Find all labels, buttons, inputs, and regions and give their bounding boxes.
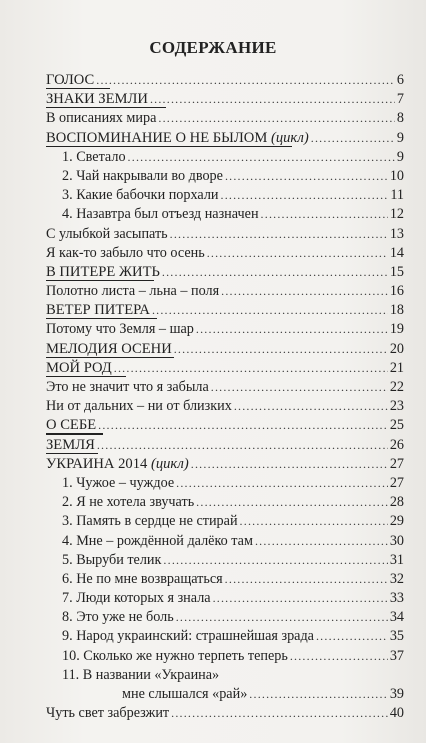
- toc-row: [46, 282, 404, 301]
- toc-page-number: 13: [389, 225, 404, 242]
- toc-row: [46, 685, 404, 704]
- leader-dots: [249, 685, 388, 704]
- toc-entry-title: С улыбкой засыпать: [46, 225, 168, 242]
- toc-row: [46, 608, 404, 627]
- toc-entry-title: Ни от дальних – ни от близких: [46, 398, 232, 415]
- toc-page-number: 35: [389, 628, 404, 645]
- toc-row: [46, 589, 404, 608]
- leader-dots: [316, 627, 388, 646]
- toc-entry-title: 8. Это уже не боль: [62, 609, 174, 626]
- toc-entry-title: Полотно листа – льна – поля: [46, 283, 220, 300]
- toc-row: [46, 493, 404, 512]
- toc-row: [46, 397, 404, 416]
- toc-row: [46, 90, 404, 109]
- toc-entry-title: ЗНАКИ ЗЕМЛИ: [46, 91, 148, 108]
- toc-row: [46, 455, 404, 474]
- toc-page-number: 23: [389, 398, 404, 415]
- underline: [46, 88, 110, 89]
- toc-row: [46, 225, 404, 244]
- leader-dots: [191, 455, 388, 474]
- toc-page-number: 22: [389, 379, 404, 395]
- underline: [46, 146, 292, 147]
- toc-row: [46, 205, 404, 224]
- toc-row: [46, 340, 404, 359]
- toc-page-number: 9: [396, 129, 404, 146]
- toc-page-number: 9: [396, 148, 404, 165]
- toc-entry-title: [46, 455, 189, 474]
- toc-page-number: 27: [389, 455, 404, 472]
- leader-dots: [162, 263, 388, 282]
- toc-entry-title: Чуть свет забрезжит: [46, 705, 170, 722]
- toc-page-number: 12: [389, 206, 404, 223]
- toc-page-number: 34: [389, 609, 404, 626]
- toc-page-number: 6: [396, 72, 404, 88]
- toc-entry-title: 4. Мне – рождённой далёко там: [62, 532, 253, 549]
- toc-entry-title: 6. Не по мне возвращаться: [62, 570, 223, 587]
- leader-dots: [290, 647, 388, 666]
- toc-entry-title: О СЕБЕ: [46, 417, 97, 434]
- toc-entry-title: ГОЛОС: [46, 72, 95, 88]
- toc-page-number: 32: [389, 570, 404, 587]
- toc-entry-title: ЗЕМЛЯ: [46, 436, 95, 453]
- toc-page-number: 26: [389, 436, 404, 453]
- leader-dots: [213, 589, 388, 608]
- leader-dots: [174, 340, 388, 359]
- toc-entry-title: 2. Чай накрывали во дворе: [62, 167, 223, 184]
- leader-dots: [261, 205, 388, 224]
- toc-entry-title: 7. Люди которых я знала: [62, 590, 211, 607]
- leader-dots: [163, 551, 387, 570]
- toc-entry-title: В описаниях мира: [46, 110, 157, 127]
- toc-row: [46, 436, 404, 455]
- underline: [46, 376, 126, 377]
- toc-page-number: 10: [389, 167, 404, 184]
- toc-row: [46, 627, 404, 646]
- toc-entry-title: 10. Сколько же нужно терпеть теперь: [62, 647, 288, 664]
- toc-row: [46, 551, 404, 570]
- toc-page-number: 27: [389, 474, 404, 491]
- toc-page-number: 20: [389, 340, 404, 357]
- toc-entry-title: Потому что Земля – шар: [46, 321, 194, 338]
- toc-page-number: 18: [389, 302, 404, 319]
- toc-row: [46, 109, 404, 128]
- leader-dots: [128, 148, 395, 167]
- toc-entry-title: 9. Народ украинский: страшнейшая зрада: [62, 628, 314, 645]
- toc-row: [46, 186, 404, 205]
- table-of-contents: [46, 71, 404, 723]
- toc-page-number: 8: [396, 110, 404, 127]
- leader-dots: [176, 474, 388, 493]
- toc-entry-title: 11. В названии «Украина»: [62, 666, 220, 683]
- toc-entry-title: Я как-то забыло что осень: [46, 244, 205, 261]
- leader-dots: [311, 129, 395, 148]
- toc-row: [46, 129, 404, 148]
- toc-page-number: 31: [389, 551, 404, 568]
- leader-dots: [207, 244, 388, 263]
- toc-row: [46, 71, 404, 90]
- toc-page-number: 16: [389, 283, 404, 300]
- toc-entry-text: ВОСПОМИНАНИЕ О НЕ БЫЛОМ: [46, 129, 268, 146]
- toc-page-number: 28: [389, 494, 404, 511]
- toc-row: [46, 647, 404, 666]
- leader-dots: [211, 378, 388, 397]
- leader-dots: [170, 225, 388, 244]
- leader-dots: [150, 90, 395, 109]
- toc-entry-title: мне слышался «рай»: [122, 686, 248, 702]
- toc-row: [46, 416, 404, 435]
- toc-row: [46, 320, 404, 339]
- underline: [46, 107, 166, 108]
- toc-entry-title: В ПИТЕРЕ ЖИТЬ: [46, 263, 160, 280]
- toc-entry-title: МОЙ РОД: [46, 359, 112, 376]
- leader-dots: [225, 570, 388, 589]
- toc-page-number: 40: [389, 705, 404, 722]
- leader-dots: [152, 301, 388, 320]
- toc-page-number: 19: [389, 321, 404, 338]
- toc-row: [46, 570, 404, 589]
- toc-entry-title: Это не значит что я забыла: [46, 379, 209, 395]
- toc-row: [46, 244, 404, 263]
- toc-row: [46, 263, 404, 282]
- leader-dots: [234, 397, 388, 416]
- toc-entry-title: 3. Какие бабочки порхали: [62, 187, 219, 204]
- toc-entry-text: УКРАИНА 2014: [46, 455, 148, 472]
- toc-page-number: 11: [390, 187, 404, 204]
- leader-dots: [158, 109, 395, 128]
- toc-row: [46, 167, 404, 186]
- leader-dots: [221, 282, 388, 301]
- toc-row: [46, 666, 404, 685]
- toc-page-number: 7: [396, 91, 404, 108]
- leader-dots: [98, 416, 388, 435]
- underline: [46, 318, 157, 319]
- toc-entry-title: МЕЛОДИЯ ОСЕНИ: [46, 340, 172, 357]
- leader-dots: [114, 359, 388, 378]
- toc-entry-title: 1. Чужое – чуждое: [62, 474, 175, 491]
- toc-row: [46, 301, 404, 320]
- toc-row: [46, 148, 404, 167]
- leader-dots: [176, 608, 388, 627]
- toc-row: [46, 474, 404, 493]
- underline: [46, 357, 174, 358]
- leader-dots: [171, 704, 388, 723]
- leader-dots: [196, 493, 388, 512]
- leader-dots: [225, 167, 388, 186]
- page-title: СОДЕРЖАНИЕ: [149, 38, 277, 57]
- leader-dots: [221, 186, 389, 205]
- toc-row: [46, 512, 404, 531]
- toc-page-number: 30: [389, 532, 404, 549]
- toc-page-number: 15: [389, 263, 404, 280]
- toc-entry-title: 1. Светало: [62, 148, 126, 165]
- toc-row: [46, 359, 404, 378]
- toc-page-number: 29: [389, 513, 404, 530]
- toc-page-number: 33: [389, 590, 404, 607]
- leader-dots: [196, 320, 388, 339]
- leader-dots: [97, 436, 388, 455]
- toc-row: [46, 532, 404, 551]
- toc-entry-title: 2. Я не хотела звучать: [62, 494, 195, 511]
- toc-page-number: 21: [389, 359, 404, 376]
- toc-entry-title: 3. Память в сердце не стирай: [62, 513, 238, 530]
- cycle-note: (цикл): [150, 455, 189, 472]
- toc-entry-title: ВЕТЕР ПИТЕРА: [46, 302, 150, 319]
- cycle-note: (цикл): [270, 129, 309, 146]
- toc-row: [46, 378, 404, 397]
- underline: [46, 433, 103, 434]
- toc-page-number: 25: [389, 417, 404, 434]
- toc-page-number: 39: [389, 686, 404, 702]
- underline: [46, 453, 98, 454]
- leader-dots: [96, 71, 395, 90]
- toc-entry-title: 4. Назавтра был отъезд назначен: [62, 206, 259, 223]
- leader-dots: [255, 532, 388, 551]
- toc-page-number: 37: [389, 647, 404, 664]
- toc-row: [46, 704, 404, 723]
- leader-dots: [240, 512, 388, 531]
- toc-page-number: 14: [389, 244, 404, 261]
- toc-entry-title: 5. Выруби телик: [62, 551, 162, 568]
- underline: [46, 280, 154, 281]
